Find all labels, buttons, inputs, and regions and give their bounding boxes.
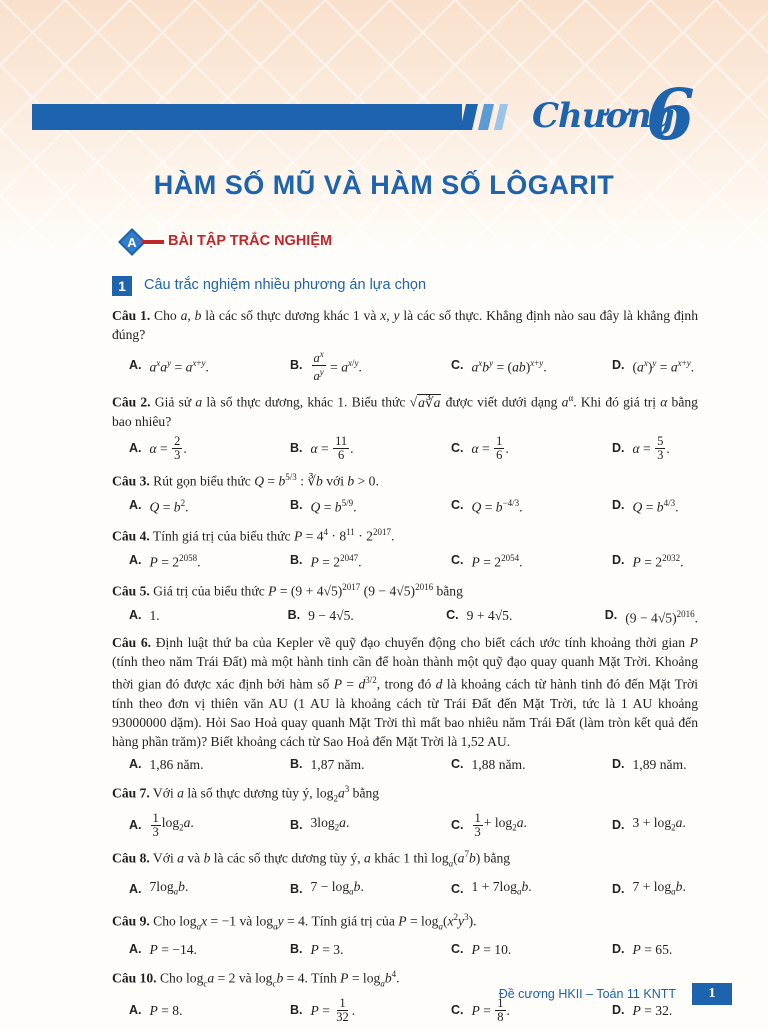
badge-connector: [142, 239, 164, 245]
option-c: C. P = $\frac{1}{8}$ .: [451, 996, 510, 1025]
question-4-options: [112, 549, 698, 572]
option-d: D. $P = 2^{2032}$.: [612, 553, 684, 570]
chapter-bar: [32, 104, 462, 130]
option-a: A. P = −14.: [129, 942, 197, 958]
question-7-options: [112, 812, 698, 839]
option-a: A. 1.: [129, 608, 160, 624]
option-a: A. $a^xa^y = a^{x+y}$.: [129, 358, 209, 375]
option-a: A. $7\log_ab$.: [129, 879, 189, 897]
section-a-label: BÀI TẬP TRẮC NGHIỆM: [168, 233, 333, 249]
option-a: A. α = $\frac{2}{3}$ .: [129, 433, 187, 462]
section-1-label: Câu trắc nghiệm nhiều phương án lựa chọn: [144, 277, 427, 293]
option-b: B. P = $\frac{1}{32}$ .: [290, 996, 356, 1025]
question-8-options: [112, 877, 698, 902]
option-d: D. P = 65.: [612, 942, 673, 958]
question-10: Câu 10. Cho $\log_ca = 2$ và $\log_cb = 4$. Tính $P = \log_ab^4$.: [112, 969, 400, 989]
option-c: C. 1,88 năm.: [451, 756, 526, 772]
question-6-options: [112, 755, 698, 774]
question-1-options: [112, 348, 698, 383]
option-d: D. $3 + \log_2a$.: [612, 814, 686, 833]
chapter-bar-stripes: [462, 104, 532, 130]
option-b: B. P = 3.: [290, 942, 344, 958]
option-c: C. 9 + 4√5.: [446, 608, 513, 624]
option-d: D. α = $\frac{5}{3}$ .: [612, 433, 670, 462]
option-a: A. $P = 2^{2058}$.: [129, 553, 201, 570]
section-1-number: 1: [112, 276, 132, 296]
option-c: C. $P = 2^{2054}$.: [451, 553, 523, 570]
option-d: D. $(9 - 4√5)^{2016}$.: [604, 608, 699, 626]
option-c: C. $a^xb^y = (ab)^{x+y}$.: [451, 358, 547, 375]
question-list: [112, 306, 698, 1030]
option-c: C. P = 10.: [451, 942, 512, 958]
option-d: D. $7 + \log_ab$.: [612, 879, 686, 897]
chapter-word: Chương: [532, 96, 674, 136]
question-9-options: [112, 940, 698, 959]
footer-text: Đề cương HKII – Toán 11 KNTT: [498, 987, 676, 1001]
option-d: D. P = 32.: [612, 1003, 673, 1019]
question-4: Câu 4. Tính giá trị của biểu thức $P = 4^4 \cdot 8^{11} \cdot 2^{2017}$.: [112, 526, 395, 544]
question-7: Câu 7. Với a là số thực dương tùy ý, $\log_2a^3$ bằng: [112, 783, 380, 803]
option-b: B. $P = 2^{2047}$.: [290, 553, 362, 570]
option-c: C. $\frac{1}{3}$ + $\log_2a$.: [451, 810, 527, 839]
question-2-options: [112, 435, 698, 462]
question-1: Câu 1. Cho a, b là các số thực dương khác 1 và x, y là các số thực. Khẳng định nào sau đây là khẳng định đúng?: [112, 308, 699, 342]
question-5: Câu 5. Giá trị của biểu thức $P = (9 + 4√5)^{2017}$ $(9 - 4√5)^{2016}$ bằng: [112, 581, 463, 599]
option-a: A. $Q = b^2$.: [129, 498, 189, 515]
question-5-options: [112, 605, 698, 628]
question-3-options: [112, 494, 698, 517]
page-number: 1: [692, 983, 732, 1005]
option-b: B. 9 − 4√5.: [287, 608, 354, 624]
option-d: D. 1,89 năm.: [612, 756, 687, 772]
option-c: C. $Q = b^{-4/3}$.: [451, 498, 523, 515]
option-b: B. α = $\frac{11}{6}$ .: [290, 433, 354, 462]
option-b: B. 1,87 năm.: [290, 756, 365, 772]
option-d: D. $(a^x)^y = a^{x+y}$.: [612, 358, 695, 375]
option-c: C. α = $\frac{1}{6}$ .: [451, 433, 509, 462]
chapter-number: 6: [646, 73, 695, 156]
option-a: A. P = 8.: [129, 1003, 183, 1019]
option-b: B. $3\log_2a$.: [290, 814, 350, 833]
option-a: A. $\frac{1}{3}$ $\log_2a$.: [129, 810, 194, 839]
section-a-badge: A: [127, 235, 137, 250]
question-3: Câu 3. Rút gọn biểu thức $Q = b^{5/3}$ : ∛b với b > 0.: [112, 471, 379, 489]
question-8: Câu 8. Với a và b là các số thực dương tùy ý, a khác 1 thì $\log_a(a^7b)$ bằng: [112, 848, 511, 869]
option-d: D. $Q = b^{4/3}$.: [612, 498, 679, 515]
option-c: C. $1 + 7\log_ab$.: [451, 879, 532, 897]
question-2: Câu 2. Giả sử a là số thực dương, khác 1. Biểu thức √a∛a được viết dưới dạng $a^\alpha$. Khi đó giá trị α bằng bao nhiêu?: [112, 393, 698, 429]
chapter-title: HÀM SỐ MŨ VÀ HÀM SỐ LÔGARIT: [153, 170, 615, 200]
option-a: A. 1,86 năm.: [129, 756, 204, 772]
option-b: B. $\frac{a^x}{a^y}$ = $a^{x/y}$.: [290, 349, 362, 384]
option-b: B. $7 - \log_ab$.: [290, 879, 364, 897]
question-10-options: [112, 997, 698, 1024]
option-b: B. $Q = b^{5/9}$.: [290, 498, 357, 515]
question-label: Câu 1.: [112, 308, 151, 323]
question-6: Câu 6. Định luật thứ ba của Kepler về quỹ đạo chuyển động cho biết cách ước tính khoảng thời gian P (tính theo năm Trái Đất) mà một hành tinh cần để hoàn thành một quỹ đạo quay quanh Mặt Trời. Khoảng thời gian đó được xác định bởi hàm số $P = d^{3/2}$, trong đó d là khoảng cách từ hành tinh đó đến Mặt Trời tính theo đơn vị thiên văn AU (1 AU là khoảng cách từ Trái Đất đến Mặt Trời, tức là 1 AU khoảng 93000000 dặm). Hỏi Sao Hoả quay quanh Mặt Trời thì mất bao nhiêu năm Trái Đất (làm tròn kết quả đến hàng phần trăm)? Biết khoảng cách từ Sao Hoả đến Mặt Trời là 1,52 AU.: [112, 635, 698, 749]
question-9: Câu 9. Cho $\log_ax = -1$ và $\log_ay = 4$. Tính giá trị của $P = \log_a(x^2y^3)$.: [112, 911, 477, 932]
